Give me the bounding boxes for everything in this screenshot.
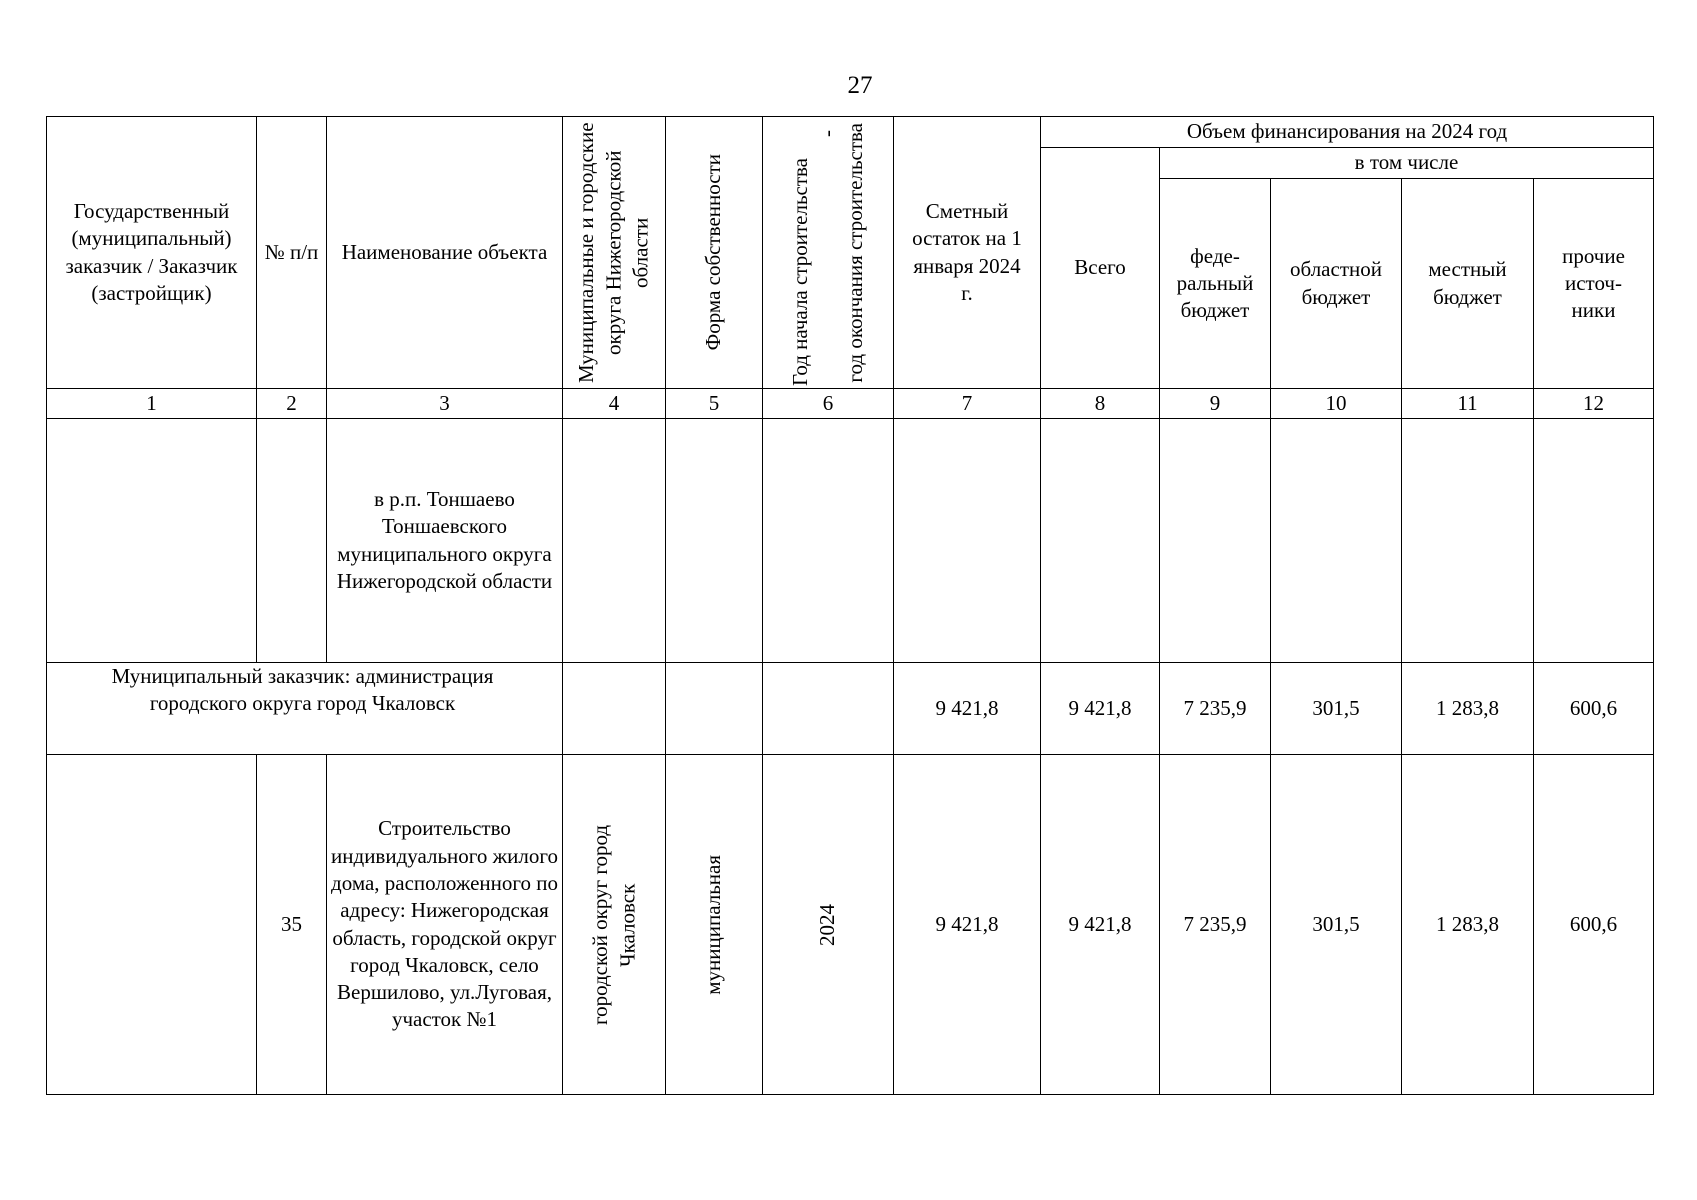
header-municipality bbox=[563, 117, 666, 389]
header-municipality-text: Муниципальные и городские округа Нижегородской области bbox=[574, 122, 653, 383]
header-financing-group: Объем финансирования на 2024 год bbox=[1041, 117, 1654, 148]
cell-empty bbox=[666, 663, 763, 755]
column-number: 9 bbox=[1160, 389, 1271, 419]
object-years bbox=[763, 755, 894, 1095]
customer-row bbox=[47, 663, 1654, 755]
cell-empty bbox=[257, 419, 327, 663]
column-number: 3 bbox=[327, 389, 563, 419]
cell-empty bbox=[666, 419, 763, 663]
header-other: прочие источ-ники bbox=[1534, 179, 1654, 389]
column-number: 8 bbox=[1041, 389, 1160, 419]
object-name: Строительство индивидуального жилого дома, расположенного по адресу: Нижегородская область, городской округ город Чкаловск, село Вершилово, ул.Луговая, участок №1 bbox=[327, 755, 563, 1095]
header-years-line1: Год начала строительства bbox=[788, 157, 813, 386]
header-regional: областной бюджет bbox=[1271, 179, 1402, 389]
header-estimated-balance: Сметный остаток на 1 января 2024 г. bbox=[894, 117, 1041, 389]
customer-name: Муниципальный заказчик: администрация городского округа город Чкаловск bbox=[47, 663, 563, 755]
column-number: 7 bbox=[894, 389, 1041, 419]
object-years-text: 2024 bbox=[815, 903, 840, 946]
object-federal: 7 235,9 bbox=[1160, 755, 1271, 1095]
header-ownership-text: Форма собственности bbox=[701, 154, 726, 351]
financing-table bbox=[46, 116, 1654, 1095]
cell-empty bbox=[1271, 419, 1402, 663]
object-total: 9 421,8 bbox=[1041, 755, 1160, 1095]
cell-empty bbox=[47, 419, 257, 663]
cell-empty bbox=[1402, 419, 1534, 663]
object-estimated-balance: 9 421,8 bbox=[894, 755, 1041, 1095]
header-including-group: в том числе bbox=[1160, 148, 1654, 179]
object-municipality-text: городской округ город Чкаловск bbox=[587, 824, 639, 1025]
object-regional: 301,5 bbox=[1271, 755, 1402, 1095]
cell-empty bbox=[894, 419, 1041, 663]
object-municipality bbox=[563, 755, 666, 1095]
customer-federal: 7 235,9 bbox=[1160, 663, 1271, 755]
column-number: 2 bbox=[257, 389, 327, 419]
cell-empty bbox=[763, 663, 894, 755]
customer-total: 9 421,8 bbox=[1041, 663, 1160, 755]
object-ownership bbox=[666, 755, 763, 1095]
cell-empty bbox=[1534, 419, 1654, 663]
header-ownership bbox=[666, 117, 763, 389]
header-number: № п/п bbox=[257, 117, 327, 389]
column-number: 1 bbox=[47, 389, 257, 419]
object-number: 35 bbox=[257, 755, 327, 1095]
column-number: 6 bbox=[763, 389, 894, 419]
continuation-object-name: в р.п. Тоншаево Тоншаевского муниципального округа Нижегородской области bbox=[327, 419, 563, 663]
header-federal: феде-ральный бюджет bbox=[1160, 179, 1271, 389]
header-years-line2: - bbox=[815, 129, 840, 137]
header-local: местный бюджет bbox=[1402, 179, 1534, 389]
cell-empty bbox=[763, 419, 894, 663]
customer-other: 600,6 bbox=[1534, 663, 1654, 755]
cell-empty bbox=[47, 755, 257, 1095]
object-ownership-text: муниципальная bbox=[701, 854, 726, 995]
column-number-row bbox=[47, 389, 1654, 419]
header-row-top bbox=[47, 117, 1654, 148]
continuation-row bbox=[47, 419, 1654, 663]
cell-empty bbox=[563, 419, 666, 663]
customer-estimated-balance: 9 421,8 bbox=[894, 663, 1041, 755]
customer-local: 1 283,8 bbox=[1402, 663, 1534, 755]
header-years-line3: год окончания строительства bbox=[842, 122, 867, 383]
customer-regional: 301,5 bbox=[1271, 663, 1402, 755]
object-local: 1 283,8 bbox=[1402, 755, 1534, 1095]
cell-empty bbox=[1160, 419, 1271, 663]
header-object-name: Наименование объекта bbox=[327, 117, 563, 389]
column-number: 5 bbox=[666, 389, 763, 419]
object-other: 600,6 bbox=[1534, 755, 1654, 1095]
column-number: 12 bbox=[1534, 389, 1654, 419]
column-number: 11 bbox=[1402, 389, 1534, 419]
column-number: 10 bbox=[1271, 389, 1402, 419]
cell-empty bbox=[563, 663, 666, 755]
header-years bbox=[763, 117, 894, 389]
header-total: Всего bbox=[1041, 148, 1160, 389]
cell-empty bbox=[1041, 419, 1160, 663]
page-number: 27 bbox=[847, 72, 873, 99]
header-customer: Государственный (муниципальный) заказчик / Заказчик (застройщик) bbox=[47, 117, 257, 389]
column-number: 4 bbox=[563, 389, 666, 419]
object-row bbox=[47, 755, 1654, 1095]
